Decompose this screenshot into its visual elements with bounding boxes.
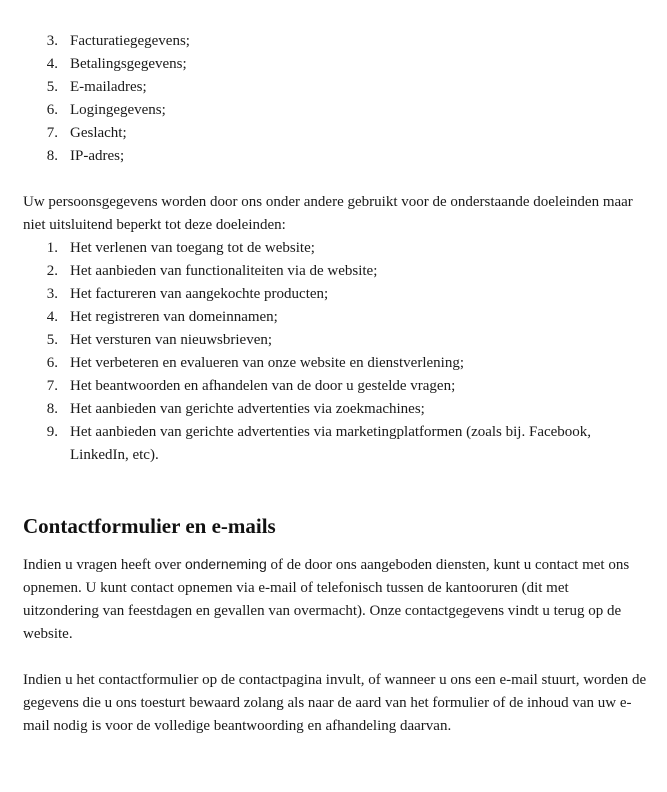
list-number: 5. (46, 79, 58, 95)
list-item (23, 145, 648, 168)
privacy-content (23, 30, 648, 738)
list-item (23, 283, 648, 306)
list-number: 7. (46, 378, 58, 394)
list-item (23, 260, 648, 283)
list-text: Het verlenen van toegang tot de website; (70, 240, 315, 256)
list-number: 2. (46, 263, 58, 279)
contact-paragraph (23, 553, 648, 646)
list-item (23, 122, 648, 145)
contactform-paragraph: Indien u het contactformulier op de contactpagina invult, of wanneer u ons een e-mail stuurt, worden de gegevens die u ons toesturt bewaard zolang als naar de aard van het formulier of de inhoud van uw e-mail nodig is voor de volledige beantwoording en afhandeling daarvan. (23, 672, 647, 734)
list-text: Geslacht; (70, 125, 127, 141)
contact-text-highlight: onderneming (185, 556, 267, 572)
list-number: 5. (46, 332, 58, 348)
list-item (23, 421, 648, 467)
list-item (23, 30, 648, 53)
section-heading: Contactformulier en e-mails (23, 514, 276, 538)
list-number: 3. (46, 33, 58, 49)
list-item (23, 76, 648, 99)
list-item (23, 306, 648, 329)
list-item (23, 375, 648, 398)
list-text: Het versturen van nieuwsbrieven; (70, 332, 273, 348)
list-item (23, 237, 648, 260)
contact-text-end: of de door ons aangeboden diensten, kunt u contact met ons opnemen. U kunt contact opnemen via e-mail of telefonisch tussen de kantooruren (dit met uitzondering van feestdagen en gevallen van overmacht). Onze contactgegevens vindt u terug op de website. (23, 557, 630, 642)
list-number: 6. (46, 355, 58, 371)
list-number: 9. (46, 424, 58, 440)
list-text: E-mailadres; (70, 79, 147, 95)
list-text: Het factureren van aangekochte producten; (70, 286, 329, 302)
list-text: Logingegevens; (70, 102, 166, 118)
list-text: Het verbeteren en evalueren van onze website en dienstverlening; (70, 355, 464, 371)
list-text: Het beantwoorden en afhandelen van de door u gestelde vragen; (70, 378, 456, 394)
list-item (23, 53, 648, 76)
list-item (23, 329, 648, 352)
list-number: 8. (46, 401, 58, 417)
personal-data-list (23, 30, 648, 168)
list-number: 8. (46, 148, 58, 164)
list-number: 1. (46, 240, 58, 256)
list-text: Facturatiegegevens; (70, 33, 190, 49)
purposes-list (23, 237, 648, 467)
list-item (23, 398, 648, 421)
list-number: 4. (46, 309, 58, 325)
contact-text-start: Indien u vragen heeft over (23, 557, 186, 573)
list-text: Het aanbieden van functionaliteiten via de website; (70, 263, 378, 279)
list-text: Het aanbieden van gerichte advertenties via marketingplatformen (zoals bij. Facebook, LinkedIn, etc). (70, 424, 592, 463)
list-number: 4. (46, 56, 58, 72)
list-text: Het aanbieden van gerichte advertenties via zoekmachines; (70, 401, 425, 417)
list-number: 6. (46, 102, 58, 118)
list-number: 7. (46, 125, 58, 141)
list-text: IP-adres; (70, 148, 125, 164)
intro-paragraph: Uw persoonsgegevens worden door ons onder andere gebruikt voor de onderstaande doeleinden maar niet uitsluitend beperkt tot deze doeleinden: (23, 194, 633, 233)
list-item (23, 352, 648, 375)
list-text: Betalingsgegevens; (70, 56, 187, 72)
list-text: Het registreren van domeinnamen; (70, 309, 278, 325)
list-item (23, 99, 648, 122)
list-number: 3. (46, 286, 58, 302)
